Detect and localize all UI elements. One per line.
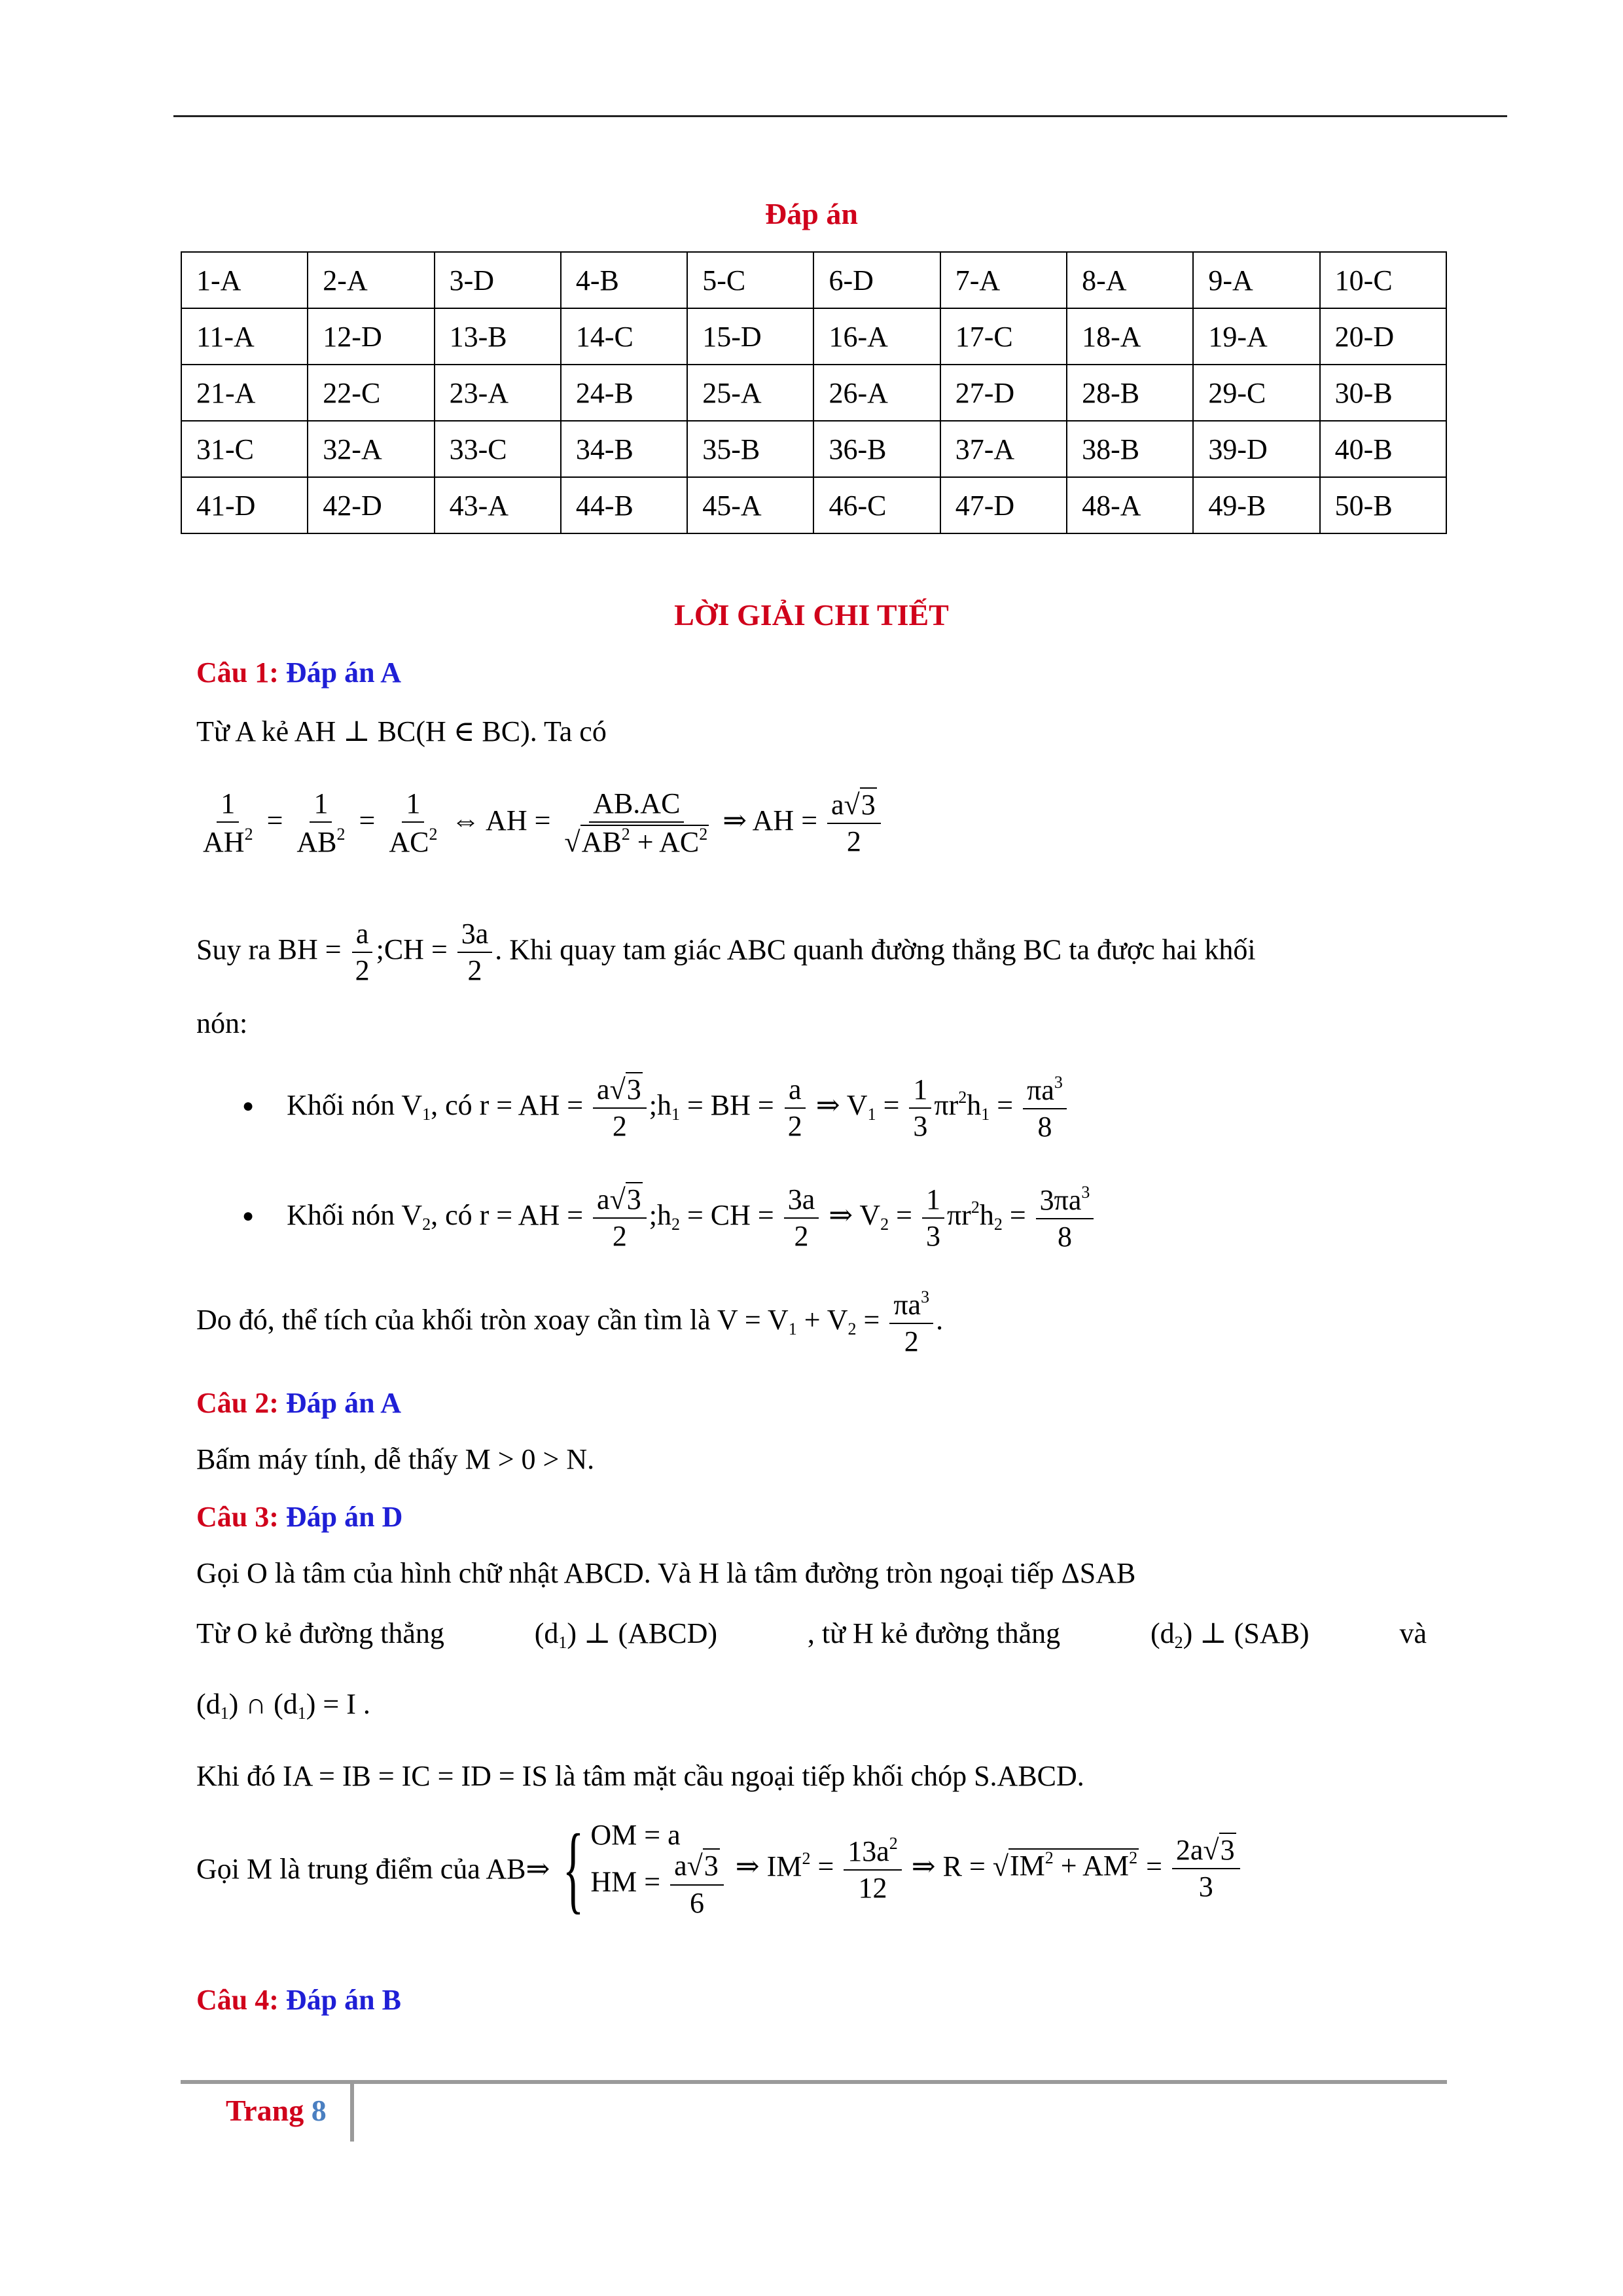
q4-label: Câu 4:: [196, 1984, 279, 2016]
q3-line2: Từ O kẻ đường thẳng $(d_1)$ ⊥ (ABCD) , từ H kẻ đường thẳng $(d_2)$ ⊥ (SAB) và: [196, 1617, 1427, 1652]
q1-line1-math: AH ⊥ BC(H ∈ BC): [294, 715, 530, 747]
q3-line1: Gọi O là tâm của hình chữ nhật ABCD. Và H là tâm đường tròn ngoại tiếp ΔSAB: [196, 1557, 1136, 1589]
bullet-icon: ●: [242, 1204, 255, 1227]
answer-cell: 46-C: [813, 477, 940, 533]
q1-answer: Đáp án A: [285, 656, 401, 689]
q3-label: Câu 3:: [196, 1501, 279, 1533]
q4-answer: Đáp án B: [285, 1984, 401, 2016]
answer-cell: 31-C: [181, 421, 308, 477]
answer-cell: 9-A: [1193, 252, 1319, 308]
answer-row: [181, 252, 1446, 308]
q1-formula-ah: $\frac{1}{AH^2}$ = $\frac{1}{AB^2}$ = $\frac{1}{AC^2}$ ⇔ AH = $\frac{AB.AC}{√AB^2 + AC^2}$ ⇒ AH = $\frac{a√3}{2}$: [196, 789, 883, 857]
q1-line3: Suy ra BH = $\frac{a}{2}$ ;CH = $\frac{3a}{2}$ . Khi quay tam giác ABC quanh đường thẳng BC ta được hai khối: [196, 918, 1256, 987]
answer-cell: 40-B: [1320, 421, 1446, 477]
answer-cell: 47-D: [940, 477, 1067, 533]
answer-cell: 25-A: [687, 365, 813, 421]
answer-cell: 45-A: [687, 477, 813, 533]
q3-heading: [196, 1500, 402, 1534]
answer-cell: 30-B: [1320, 365, 1446, 421]
answer-cell: 43-A: [435, 477, 561, 533]
answer-cell: 19-A: [1193, 308, 1319, 365]
answer-cell: 20-D: [1320, 308, 1446, 365]
answer-cell: 29-C: [1193, 365, 1319, 421]
answer-cell: 11-A: [181, 308, 308, 365]
answer-cell: 14-C: [561, 308, 687, 365]
answer-cell: 39-D: [1193, 421, 1319, 477]
answer-cell: 36-B: [813, 421, 940, 477]
answer-cell: 16-A: [813, 308, 940, 365]
header-rule: [173, 115, 1507, 117]
q1-bullet-1: ● Khối nón $V_1$, có r = AH = $\frac{a√3}{2}$ $;h_1$ = BH = $\frac{a}{2}$ ⇒ $V_1$ = $\frac{1}{3}$ $\pi r^2h_1$ = $\frac{\pi a^3}{8}$: [242, 1073, 1069, 1142]
page-number: Trang 8: [226, 2094, 327, 2127]
q1-line1-end: . Ta có: [529, 715, 607, 747]
answer-cell: 48-A: [1067, 477, 1193, 533]
q3-line5: Gọi M là trung điểm của AB ⇒ { OM = a HM = $\frac{a√3}{6}$ ⇒ $IM^2$ = $\frac{13a^2}{12}$ ⇒ $R = √IM^2 + AM^2$ = $\frac{2a√3}{3}$: [196, 1820, 1243, 1918]
answer-cell: 22-C: [308, 365, 434, 421]
q1-line3-text: . Khi quay tam giác ABC quanh đường thẳng BC ta được hai khối: [495, 933, 1256, 966]
answer-cell: 32-A: [308, 421, 434, 477]
answer-row: [181, 477, 1446, 533]
answer-cell: 13-B: [435, 308, 561, 365]
solution-title: LỜI GIẢI CHI TIẾT: [674, 598, 949, 632]
answer-cell: 6-D: [813, 252, 940, 308]
answer-cell: 49-B: [1193, 477, 1319, 533]
answer-cell: 33-C: [435, 421, 561, 477]
answer-key-table: [181, 251, 1447, 534]
answer-cell: 7-A: [940, 252, 1067, 308]
answer-cell: 15-D: [687, 308, 813, 365]
answer-cell: 44-B: [561, 477, 687, 533]
answer-cell: 10-C: [1320, 252, 1446, 308]
q1-heading: [196, 656, 401, 689]
answer-cell: 3-D: [435, 252, 561, 308]
q1-label: Câu 1:: [196, 656, 279, 689]
q3-answer: Đáp án D: [285, 1501, 403, 1533]
q1-line3-prefix: Suy ra: [196, 933, 271, 966]
answer-cell: 18-A: [1067, 308, 1193, 365]
answer-cell: 28-B: [1067, 365, 1193, 421]
answer-cell: 27-D: [940, 365, 1067, 421]
q2-heading: [196, 1386, 401, 1420]
answer-cell: 17-C: [940, 308, 1067, 365]
answer-cell: 12-D: [308, 308, 434, 365]
answer-cell: 35-B: [687, 421, 813, 477]
answer-row: [181, 308, 1446, 365]
q1-line1: [196, 715, 607, 748]
answer-row: [181, 421, 1446, 477]
q2-label: Câu 2:: [196, 1387, 279, 1419]
answer-cell: 24-B: [561, 365, 687, 421]
q4-heading: [196, 1983, 401, 2017]
footer-divider: [350, 2084, 354, 2142]
answer-cell: 4-B: [561, 252, 687, 308]
q1-line4: nón:: [196, 1007, 248, 1039]
q2-answer: Đáp án A: [285, 1387, 401, 1419]
answer-cell: 50-B: [1320, 477, 1446, 533]
answer-cell: 21-A: [181, 365, 308, 421]
q1-conclusion: Do đó, thể tích của khối tròn xoay cần tìm là $V = V_1 + V_2$ = $\frac{\pi a^3}{2}$ .: [196, 1287, 944, 1358]
answer-cell: 5-C: [687, 252, 813, 308]
q1-line1-text: Từ A kẻ: [196, 715, 289, 747]
answer-row: [181, 365, 1446, 421]
answer-cell: 23-A: [435, 365, 561, 421]
q2-line: Bấm máy tính, dễ thấy M > 0 > N.: [196, 1443, 595, 1475]
answer-cell: 26-A: [813, 365, 940, 421]
bullet-icon: ●: [242, 1094, 255, 1117]
answer-cell: 2-A: [308, 252, 434, 308]
answer-cell: 1-A: [181, 252, 308, 308]
answer-cell: 34-B: [561, 421, 687, 477]
answer-key-title: Đáp án: [765, 197, 858, 230]
q3-line4: Khi đó IA = IB = IC = ID = IS là tâm mặt cầu ngoại tiếp khối chóp S.ABCD.: [196, 1760, 1084, 1792]
answer-cell: 42-D: [308, 477, 434, 533]
footer-rule: [181, 2080, 1447, 2084]
q3-line3: $(d_1)$ ∩ $(d_1) = I$ .: [196, 1688, 370, 1723]
answer-cell: 8-A: [1067, 252, 1193, 308]
answer-cell: 38-B: [1067, 421, 1193, 477]
q1-bullet-2: ● Khối nón $V_2$, có r = AH = $\frac{a√3}{2}$ $;h_2$ = CH = $\frac{3a}{2}$ ⇒ $V_2$ = $\frac{1}{3}$ $\pi r^2h_2$ = $\frac{3\pi a^3}{8}$: [242, 1183, 1096, 1252]
answer-cell: 41-D: [181, 477, 308, 533]
left-brace-icon: {: [563, 1814, 584, 1924]
answer-cell: 37-A: [940, 421, 1067, 477]
